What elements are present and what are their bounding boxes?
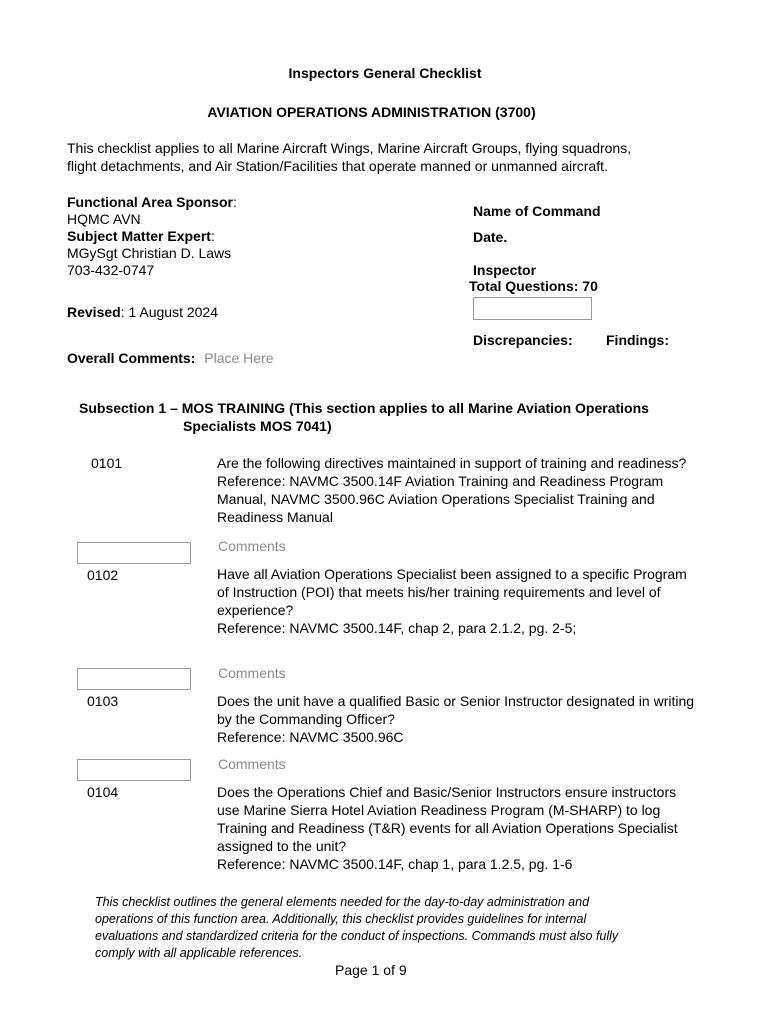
document-title: Inspectors General Checklist [288, 65, 482, 81]
sponsor-label: Functional Area Sponsor [67, 194, 233, 210]
sponsor-row [67, 193, 237, 211]
question-line: by the Commanding Officer? [217, 711, 395, 727]
question-line: Reference: NAVMC 3500.14F, chap 1, para 1.2.5, pg. 1-6 [217, 856, 573, 872]
question-number-0102: 0102 [87, 567, 119, 583]
answer-box-0101[interactable] [77, 542, 191, 564]
revised-label: Revised [67, 304, 121, 320]
question-line: assigned to the unit? [217, 838, 347, 854]
question-line: Readiness Manual [217, 509, 333, 525]
sme-label: Subject Matter Expert [67, 228, 211, 244]
question-number-0101: 0101 [91, 455, 123, 471]
question-line: Reference: NAVMC 3500.14F, chap 2, para 2.1.2, pg. 2-5; [217, 620, 577, 636]
question-line: Are the following directives maintained in support of training and readiness? [217, 455, 687, 471]
question-line: of Instruction (POI) that meets his/her training requirements and level of [217, 584, 661, 600]
document-subtitle: AVIATION OPERATIONS ADMINISTRATION (3700) [207, 104, 536, 120]
sponsor-colon: : [232, 194, 237, 210]
sme-phone: 703-432-0747 [67, 262, 155, 278]
question-line: experience? [217, 602, 294, 618]
question-line: use Marine Sierra Hotel Aviation Readiness Program (M-SHARP) to log [217, 802, 661, 818]
sme-row [67, 227, 215, 245]
inspector-label: Inspector [473, 262, 537, 278]
discrepancies-label: Discrepancies: [473, 332, 573, 348]
question-number-0104: 0104 [87, 784, 119, 800]
comments-field-0102[interactable]: Comments [218, 665, 286, 681]
date-label: Date. [473, 229, 508, 245]
comments-field-0101[interactable]: Comments [218, 538, 286, 554]
question-text-0101 [217, 454, 737, 526]
footer-note [95, 894, 695, 962]
question-text-0104 [217, 783, 737, 873]
overall-comments-label: Overall Comments: [67, 350, 196, 366]
page-number: Page 1 of 9 [335, 962, 407, 978]
revised-row [67, 303, 218, 321]
answer-box-0102[interactable] [77, 668, 191, 690]
total-questions-input[interactable] [473, 297, 592, 320]
question-line: Does the unit have a qualified Basic or Senior Instructor designated in writing [217, 693, 695, 709]
question-text-0102 [217, 565, 737, 637]
footer-note-line: comply with all applicable references. [95, 946, 303, 960]
answer-box-0103[interactable] [77, 759, 191, 781]
sponsor-value: HQMC AVN [67, 211, 141, 227]
subsection-heading-line-1: Subsection 1 – MOS TRAINING (This section applies to all Marine Aviation Operations [79, 400, 649, 416]
name-of-command-label: Name of Command [473, 203, 601, 219]
question-line: Does the Operations Chief and Basic/Senior Instructors ensure instructors [217, 784, 677, 800]
comments-field-0103[interactable]: Comments [218, 756, 286, 772]
footer-note-line: operations of this function area. Additionally, this checklist provides guidelines for internal [95, 912, 587, 926]
question-number-0103: 0103 [87, 693, 119, 709]
intro-line-1: This checklist applies to all Marine Aircraft Wings, Marine Aircraft Groups, flying squadrons, [67, 140, 632, 156]
revised-value: : 1 August 2024 [120, 304, 219, 320]
intro-line-2: flight detachments, and Air Station/Facilities that operate manned or unmanned aircraft. [67, 158, 608, 174]
findings-label: Findings: [606, 332, 669, 348]
footer-note-line: This checklist outlines the general elements needed for the day-to-day administration and [95, 895, 590, 909]
question-line: Reference: NAVMC 3500.96C [217, 729, 404, 745]
overall-comments-row [67, 349, 274, 367]
question-line: Training and Readiness (T&R) events for all Aviation Operations Specialist [217, 820, 678, 836]
subsection-heading-line-2: Specialists MOS 7041) [183, 418, 332, 434]
sme-colon: : [210, 228, 215, 244]
question-line: Manual, NAVMC 3500.96C Aviation Operations Specialist Training and [217, 491, 655, 507]
question-text-0103 [217, 692, 737, 746]
overall-comments-field[interactable]: Place Here [204, 350, 274, 366]
sme-name: MGySgt Christian D. Laws [67, 245, 232, 261]
question-line: Reference: NAVMC 3500.14F Aviation Training and Readiness Program [217, 473, 664, 489]
footer-note-line: evaluations and standardized criteria for the conduct of inspections. Commands must also fully [95, 929, 619, 943]
question-line: Have all Aviation Operations Specialist been assigned to a specific Program [217, 566, 687, 582]
total-questions-label: Total Questions: 70 [469, 278, 598, 294]
